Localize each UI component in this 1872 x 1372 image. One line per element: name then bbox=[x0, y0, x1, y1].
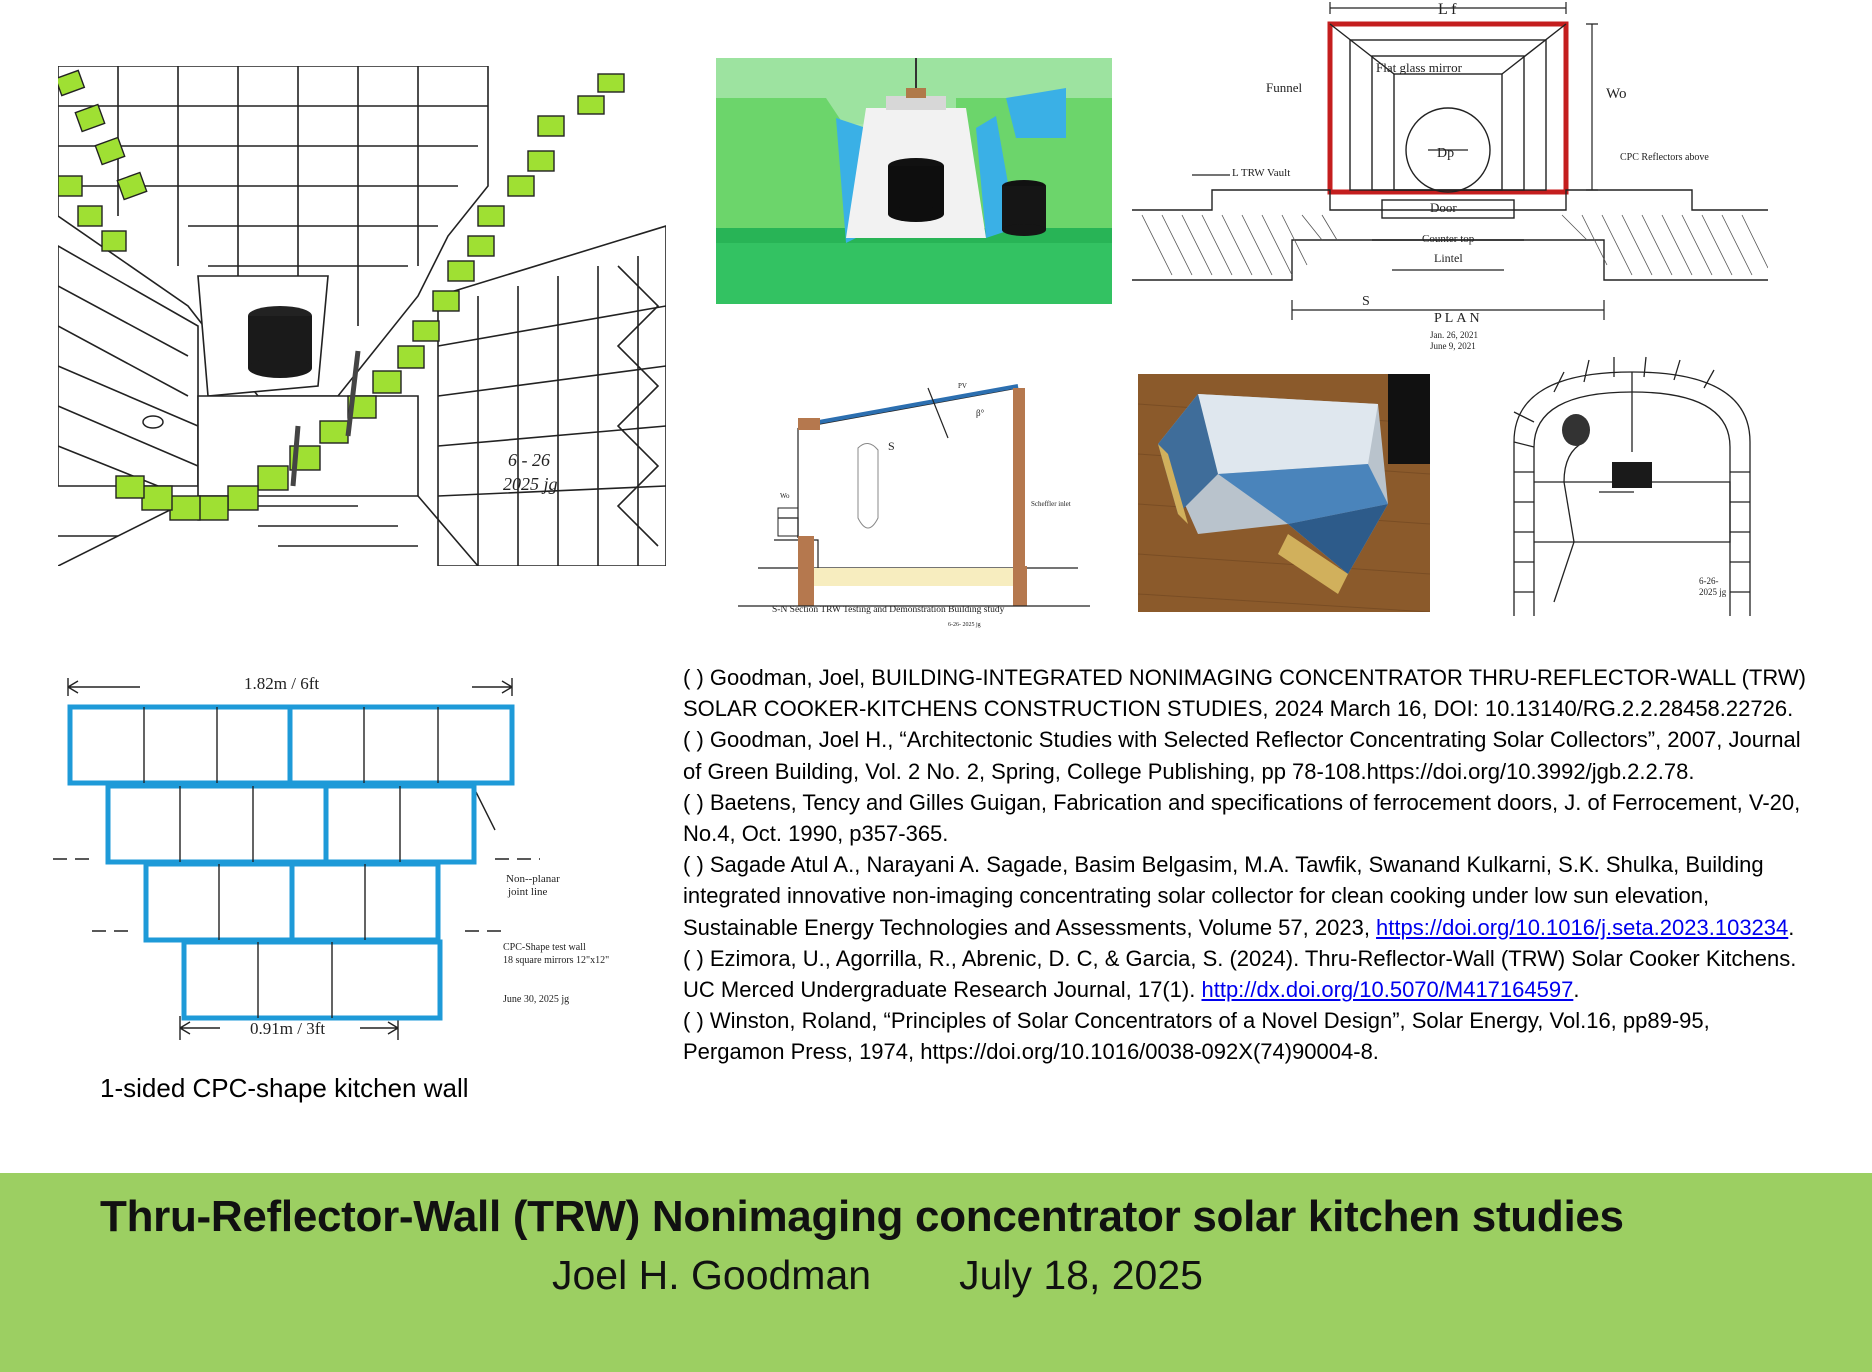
plan-dp: Dp bbox=[1437, 146, 1455, 161]
plan-s: S bbox=[1362, 294, 1370, 309]
plan-drawing bbox=[1132, 0, 1768, 360]
byline bbox=[552, 1252, 1203, 1299]
cook-sketch bbox=[1494, 352, 1770, 616]
cpc-wall-diagram bbox=[40, 664, 680, 1044]
plan-funnel: Funnel bbox=[1266, 80, 1303, 95]
section-drawing bbox=[738, 368, 1090, 632]
section-scheffler: Scheffler inlet bbox=[1031, 500, 1071, 508]
sketch2-signature: 6-26-2025 jg bbox=[1699, 576, 1727, 597]
section-pv: PV bbox=[958, 382, 967, 390]
section-s: S bbox=[888, 439, 895, 453]
section-signature: 6-26- 2025 jg bbox=[948, 622, 981, 628]
foil-prototype-photo bbox=[1138, 374, 1430, 612]
reference-item: ( ) Goodman, Joel, BUILDING-INTEGRATED NONIMAGING CONCENTRATOR THRU-REFLECTOR-WALL (TRW) SOLAR COOKER-KITCHENS CONSTRUCTION STUDIES, 2024 March 16, DOI: 10.13140/RG.2.2.28458.22726. bbox=[683, 665, 1806, 722]
plan-counter-top: Counter top bbox=[1422, 233, 1475, 245]
wall-note1: CPC-Shape test wall bbox=[503, 942, 586, 953]
reference-item: ( ) Baetens, Tency and Gilles Guigan, Fabrication and specifications of ferrocement doors, J. of Ferrocement, V-20, No.4, Oct. 1990, p357-365. bbox=[683, 789, 1801, 847]
wall-joint-label: Non--planar joint line bbox=[506, 873, 560, 898]
sketch-date: 6 - 26 2025 jg bbox=[503, 450, 558, 494]
plan-lf: L f bbox=[1438, 1, 1457, 18]
plan-cpc-reflectors: CPC Reflectors above bbox=[1620, 152, 1709, 163]
plan-date2: June 9, 2021 bbox=[1430, 341, 1476, 351]
author-name: Joel H. Goodman bbox=[552, 1252, 872, 1298]
section-wo: Wo bbox=[780, 492, 790, 500]
plan-lintel: Lintel bbox=[1434, 251, 1463, 265]
reference-item: ( ) Goodman, Joel H., “Architectonic Studies with Selected Reflector Concentrating Solar Collectors”, 2007, Journal of Green Building, Vol. 2 No. 2, Spring, College Publishing, pp 78-108.https://doi.org/10.3992/jgb.2.2.78. bbox=[683, 727, 1801, 784]
plan-wo: Wo bbox=[1606, 86, 1627, 102]
section-beta: β° bbox=[976, 408, 985, 418]
reference-item: ( ) Sagade Atul A., Narayani A. Sagade, Basim Belgasim, M.A. Tawfik, Swanand Kulkarni, S.K. Shulka, Building integrated innovative non-imaging concentrating solar collector for clean cooking under low sun elevation, Sustainable Energy Technologies and Assessments, Volume 57, 2023, https://doi.org/10.1016/j.seta.2023.103234. bbox=[683, 852, 1795, 940]
cooking-pot bbox=[248, 306, 312, 378]
reference-link-ucmerced[interactable]: http://dx.doi.org/10.5070/M417164597 bbox=[1201, 977, 1574, 1003]
plan-door: Door bbox=[1430, 200, 1457, 215]
page-title: Thru-Reflector-Wall (TRW) Nonimaging concentrator solar kitchen studies bbox=[100, 1192, 1624, 1241]
reference-item: ( ) Ezimora, U., Agorrilla, R., Abrenic, D. C, & Garcia, S. (2024). Thru-Reflector-Wall (TRW) Solar Cooker Kitchens. UC Merced Undergraduate Research Journal, 17(1). http://dx.doi.org/10.5070/M417164597. bbox=[683, 945, 1797, 1003]
plan-title: PLAN bbox=[1434, 311, 1483, 326]
wall-date: June 30, 2025 jg bbox=[503, 994, 570, 1005]
wall-bottom-dimension: 0.91m / 3ft bbox=[250, 1019, 326, 1038]
plan-l-trw-vault: L TRW Vault bbox=[1232, 167, 1291, 179]
wall-note2: 18 square mirrors 12"x12" bbox=[503, 955, 610, 966]
plan-date1: Jan. 26, 2021 bbox=[1430, 330, 1478, 340]
references-list bbox=[683, 662, 1813, 1068]
model-photo bbox=[716, 58, 1112, 304]
reference-item: ( ) Winston, Roland, “Principles of Solar Concentrators of a Novel Design”, Solar Energy, Vol.16, pp89-95, Pergamon Press, 1974, https://doi.org/10.1016/0038-092X(74)90004-8. bbox=[683, 1008, 1710, 1065]
wall-caption: 1-sided CPC-shape kitchen wall bbox=[100, 1073, 469, 1103]
wall-top-dimension: 1.82m / 6ft bbox=[244, 674, 320, 693]
publication-date: July 18, 2025 bbox=[959, 1252, 1203, 1298]
section-caption: S-N Section TRW Testing and Demonstration Building study bbox=[772, 605, 1005, 615]
kitchen-perspective-sketch bbox=[58, 66, 666, 566]
plan-flat-mirror: Flat glass mirror bbox=[1376, 60, 1462, 75]
reference-link-seta[interactable]: https://doi.org/10.1016/j.seta.2023.103234 bbox=[1376, 914, 1789, 940]
